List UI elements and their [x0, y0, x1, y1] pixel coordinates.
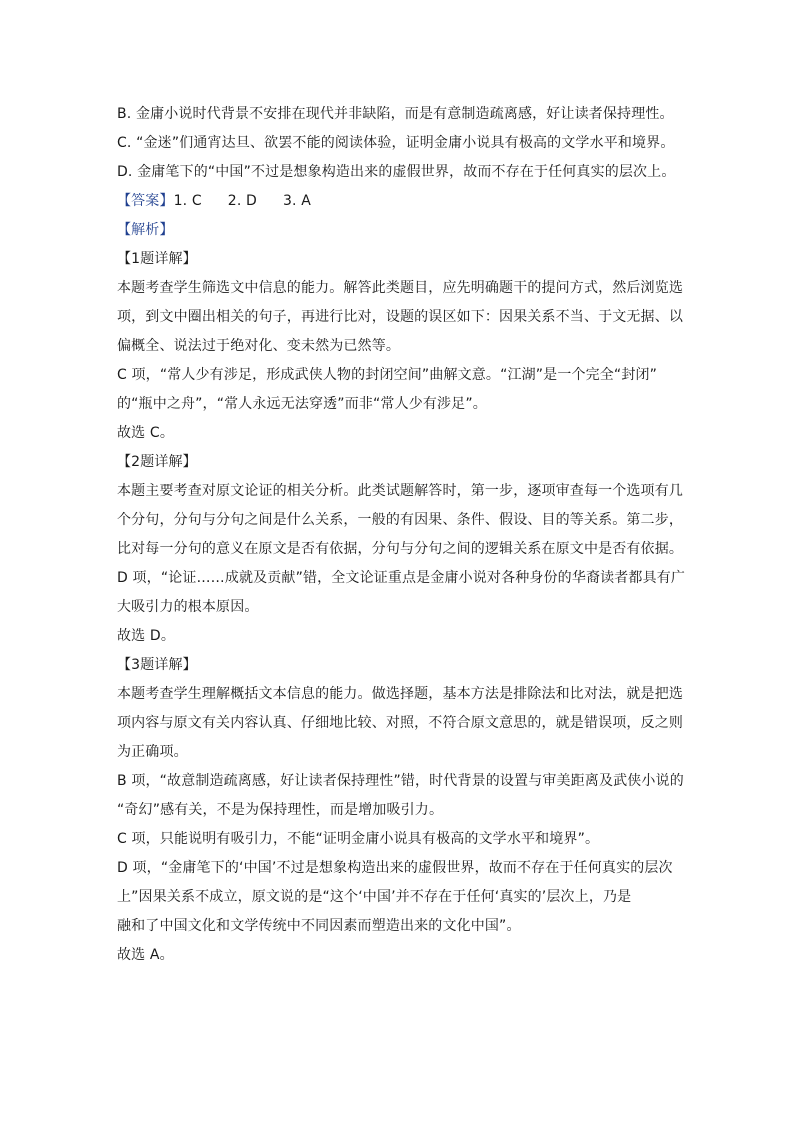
q3-line: B 项，“故意制造疏离感，好让读者保持理性”错，时代背景的设置与审美距离及武侠小说的: [117, 773, 684, 789]
answer-item-1: 1. C: [173, 193, 202, 209]
option-b: B. 金庸小说时代背景不安排在现代并非缺陷，而是有意制造疏离感，好让读者保持理性。: [117, 106, 674, 122]
q1-line: C 项，“常人少有涉足，形成武侠人物的封闭空间”曲解文意。“江湖”是一个完全“封闭”: [117, 367, 658, 383]
q3-conclusion: 故选 A。: [117, 947, 174, 963]
q1-line: 的“瓶中之舟”，“常人永远无法穿透”而非“常人少有涉足”。: [117, 396, 487, 412]
q3-line: 本题考查学生理解概括文本信息的能力。做选择题，基本方法是排除法和比对法，就是把选: [117, 686, 683, 702]
answer-row: [117, 187, 683, 216]
q2-line: 本题主要考查对原文论证的相关分析。此类试题解答时，第一步，逐项审查每一个选项有几: [117, 483, 683, 499]
q3-line: D 项，“金庸笔下的‘中国’不过是想象构造出来的虚假世界，故而不存在于任何真实的层次: [117, 860, 673, 876]
option-d: D. 金庸笔下的“中国”不过是想象构造出来的虚假世界，故而不存在于任何真实的层次上。: [117, 164, 676, 180]
q1-line: 项，到文中圈出相关的句子，再进行比对，设题的误区如下：因果关系不当、于文无据、以: [117, 309, 683, 325]
answer-item-3: 3. A: [283, 193, 311, 209]
q1-heading: 【1题详解】: [117, 251, 197, 267]
q3-line: “奇幻”感有关，不是为保持理性，而是增加吸引力。: [117, 802, 444, 818]
q3-line: 为正确项。: [117, 744, 188, 760]
q2-line: 个分句，分句与分句之间是什么关系，一般的有因果、条件、假设、目的等关系。第二步，: [117, 512, 683, 528]
q3-line: 项内容与原文有关内容认真、仔细地比较、对照，不符合原文意思的，就是错误项，反之则: [117, 715, 683, 731]
answer-label: 【答案】: [117, 193, 174, 209]
q3-line: 上”因果关系不成立，原文说的是“这个‘中国’并不存在于任何‘真实的’层次上，乃是: [117, 889, 632, 905]
q2-conclusion: 故选 D。: [117, 628, 175, 644]
q2-line: 大吸引力的根本原因。: [117, 599, 259, 615]
q3-line: C 项，只能说明有吸引力，不能“证明金庸小说具有极高的文学水平和境界”。: [117, 831, 600, 847]
analysis-label: 【解析】: [117, 222, 174, 238]
q1-line: 偏概全、说法过于绝对化、变未然为已然等。: [117, 338, 400, 354]
document-page: [117, 100, 686, 970]
q2-line: 比对每一分句的意义在原文是否有依据，分句与分句之间的逻辑关系在原文中是否有依据。: [117, 541, 683, 557]
q3-line: 融和了中国文化和文学传统中不同因素而塑造出来的文化中国”。: [117, 918, 521, 934]
q2-heading: 【2题详解】: [117, 454, 197, 470]
q1-line: 本题考查学生筛选文中信息的能力。解答此类题目，应先明确题干的提问方式，然后浏览选: [117, 280, 683, 296]
q1-conclusion: 故选 C。: [117, 425, 174, 441]
q2-line: D 项，“论证……成就及贡献”错，全文论证重点是金庸小说对各种身份的华裔读者都具有广: [117, 570, 686, 586]
q3-heading: 【3题详解】: [117, 657, 197, 673]
option-c: C. “金迷”们通宵达旦、欲罢不能的阅读体验，证明金庸小说具有极高的文学水平和境界。: [117, 135, 675, 151]
answer-item-2: 2. D: [227, 193, 257, 209]
